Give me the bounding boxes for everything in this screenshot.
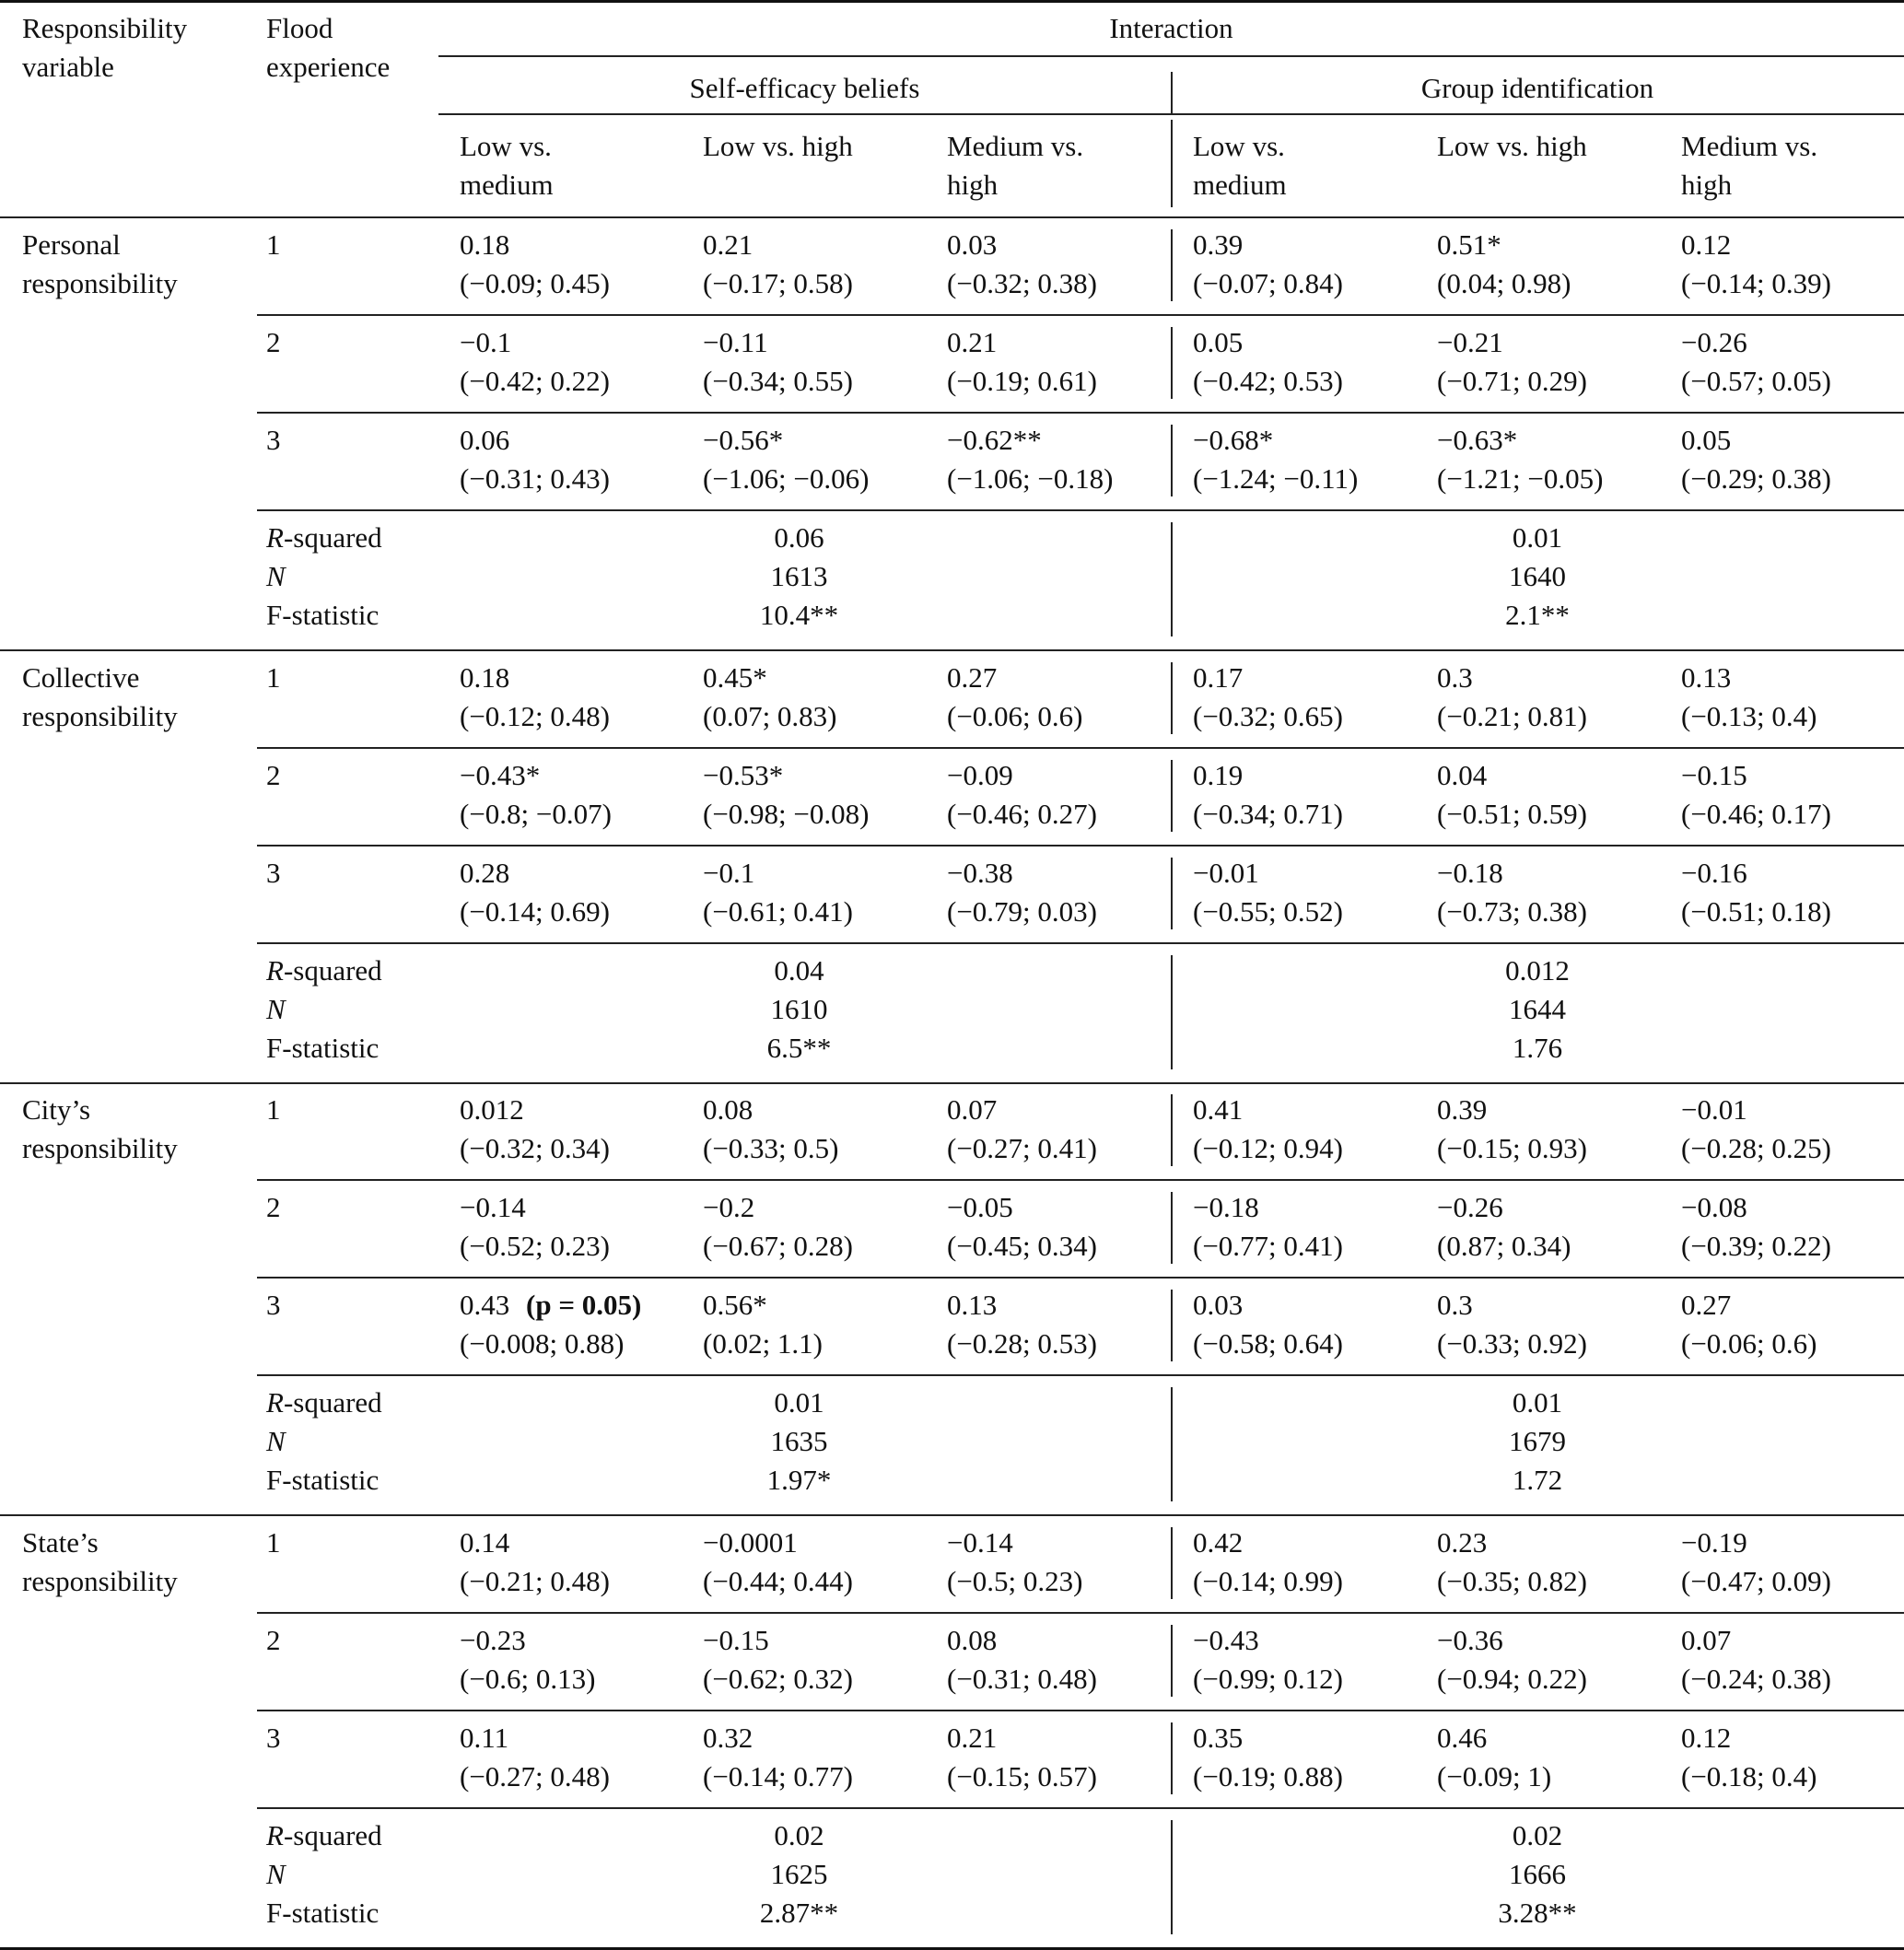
coefficient-cell: −0.36 (−0.94; 0.22): [1437, 1624, 1587, 1695]
coefficient-cell: −0.18 (−0.73; 0.38): [1437, 857, 1587, 928]
coefficient-cell: −0.16 (−0.51; 0.18): [1681, 857, 1831, 928]
coefficient-cell: −0.26 (0.87; 0.34): [1437, 1191, 1571, 1262]
coefficient-cell: 0.3 (−0.33; 0.92): [1437, 1289, 1587, 1360]
header-medium-vs-high-gi: Medium vs. high: [1681, 130, 1818, 201]
section-label: Personal responsibility: [22, 228, 178, 299]
coefficient-cell: 0.46 (−0.09; 1): [1437, 1722, 1552, 1792]
section-label: City’s responsibility: [22, 1093, 178, 1164]
coefficient-cell: −0.15 (−0.46; 0.17): [1681, 759, 1831, 830]
coefficient-cell: 0.45* (0.07; 0.83): [703, 661, 837, 732]
coefficient-cell: 0.42 (−0.14; 0.99): [1193, 1526, 1343, 1597]
coefficient-cell: 0.08 (−0.33; 0.5): [703, 1093, 839, 1164]
f-statistic-label: F-statistic: [266, 599, 380, 631]
flood-experience-value: 1: [266, 1093, 281, 1126]
coefficient-cell: −0.18 (−0.77; 0.41): [1193, 1191, 1343, 1262]
flood-experience-value: 2: [266, 1624, 281, 1656]
coefficient-cell: −0.43 (−0.99; 0.12): [1193, 1624, 1343, 1695]
row-rule: [257, 1179, 1904, 1181]
coefficient-cell: 0.56* (0.02; 1.1): [703, 1289, 824, 1360]
interaction-rule: [438, 55, 1904, 57]
row-rule: [257, 1612, 1904, 1614]
coefficient-cell: 0.32 (−0.14; 0.77): [703, 1722, 853, 1792]
r-squared-label-r: R: [266, 1386, 284, 1419]
coefficient-cell: −0.1 (−0.61; 0.41): [703, 857, 853, 928]
coefficient-cell: 0.12 (−0.18; 0.4): [1681, 1722, 1817, 1792]
coefficient-cell: 0.03 (−0.32; 0.38): [947, 228, 1097, 299]
coefficient-cell: 0.13 (−0.13; 0.4): [1681, 661, 1817, 732]
stat-labels: [266, 1816, 382, 1932]
stats-group-identification: 0.012 1644 1.76: [1505, 954, 1570, 1064]
coefficient-cell: 0.04 (−0.51; 0.59): [1437, 759, 1587, 830]
column-divider: [1171, 662, 1173, 734]
header-low-vs-high-gi: Low vs. high: [1437, 130, 1587, 162]
coefficient-cell: −0.15 (−0.62; 0.32): [703, 1624, 853, 1695]
coefficient-cell: 0.51* (0.04; 0.98): [1437, 228, 1571, 299]
header-responsibility-variable: Responsibility variable: [22, 12, 188, 83]
coefficient-cell: 0.012 (−0.32; 0.34): [460, 1093, 610, 1164]
r-squared-label: -squared: [283, 954, 382, 987]
flood-experience-value: 2: [266, 1191, 281, 1223]
coefficient-cell: −0.63* (−1.21; −0.05): [1437, 424, 1604, 495]
column-divider: [1171, 1290, 1173, 1361]
coefficient-cell: −0.11 (−0.34; 0.55): [703, 326, 853, 397]
column-divider: [1171, 229, 1173, 301]
column-divider: [1171, 425, 1173, 496]
coefficient-cell: 0.05 (−0.29; 0.38): [1681, 424, 1831, 495]
column-divider: [1171, 760, 1173, 832]
n-label: N: [266, 993, 286, 1025]
subgroup-rule: [438, 113, 1904, 115]
n-label: N: [266, 560, 286, 592]
row-rule: [257, 1710, 1904, 1711]
coefficient-cell: 0.05 (−0.42; 0.53): [1193, 326, 1343, 397]
flood-experience-value: 1: [266, 228, 281, 261]
coefficient-cell: 0.27 (−0.06; 0.6): [947, 661, 1083, 732]
n-label: N: [266, 1858, 286, 1890]
header-bottom-rule: [0, 216, 1904, 218]
section-bottom-rule: [0, 1082, 1904, 1084]
coefficient-cell: 0.3 (−0.21; 0.81): [1437, 661, 1587, 732]
coefficient-cell: 0.21 (−0.17; 0.58): [703, 228, 853, 299]
coefficient-cell: −0.0001 (−0.44; 0.44): [703, 1526, 853, 1597]
header-self-efficacy: Self-efficacy beliefs: [689, 72, 920, 104]
f-statistic-label: F-statistic: [266, 1464, 380, 1496]
header-flood-experience: Flood experience: [266, 12, 391, 83]
coefficient-cell: 0.11 (−0.27; 0.48): [460, 1722, 610, 1792]
flood-experience-value: 2: [266, 326, 281, 358]
coefficient-cell: −0.21 (−0.71; 0.29): [1437, 326, 1587, 397]
coefficient-cell: −0.08 (−0.39; 0.22): [1681, 1191, 1831, 1262]
coefficient-cell: 0.21 (−0.19; 0.61): [947, 326, 1097, 397]
header-low-vs-medium-se: Low vs. medium: [460, 130, 554, 201]
row-rule: [257, 747, 1904, 749]
coefficient-cell: 0.03 (−0.58; 0.64): [1193, 1289, 1343, 1360]
stat-labels: [266, 519, 382, 635]
coefficient-cell: 0.41 (−0.12; 0.94): [1193, 1093, 1343, 1164]
stats-group-identification: 0.01 1640 2.1**: [1505, 521, 1570, 631]
r-squared-label-r: R: [266, 954, 284, 987]
coefficient-cell: −0.01 (−0.55; 0.52): [1193, 857, 1343, 928]
stats-self-efficacy: 0.01 1635 1.97*: [766, 1386, 832, 1496]
stat-labels: [266, 952, 382, 1068]
stats-self-efficacy: 0.02 1625 2.87**: [759, 1819, 839, 1929]
coefficient-cell: −0.68* (−1.24; −0.11): [1193, 424, 1359, 495]
coefficient-cell: 0.23 (−0.35; 0.82): [1437, 1526, 1587, 1597]
column-divider: [1171, 1527, 1173, 1599]
header-divider-top: [1171, 72, 1173, 113]
coefficient-cell: 0.07 (−0.27; 0.41): [947, 1093, 1097, 1164]
coefficient-cell: 0.28 (−0.14; 0.69): [460, 857, 610, 928]
f-statistic-label: F-statistic: [266, 1897, 380, 1929]
stats-rule: [257, 1807, 1904, 1809]
stat-labels: [266, 1384, 382, 1500]
f-statistic-label: F-statistic: [266, 1032, 380, 1064]
coefficient-cell: −0.56* (−1.06; −0.06): [703, 424, 870, 495]
stats-group-identification: 0.02 1666 3.28**: [1498, 1819, 1577, 1929]
top-rule: [0, 0, 1904, 3]
flood-experience-value: 1: [266, 1526, 281, 1559]
coefficient-cell: 0.18 (−0.09; 0.45): [460, 228, 610, 299]
coefficient-cell: 0.13 (−0.28; 0.53): [947, 1289, 1097, 1360]
section-label: Collective responsibility: [22, 661, 178, 732]
coefficient-cell: −0.1 (−0.42; 0.22): [460, 326, 610, 397]
coefficient-cell: −0.09 (−0.46; 0.27): [947, 759, 1097, 830]
header-interaction: Interaction: [1109, 12, 1233, 44]
coefficient-cell: 0.19 (−0.34; 0.71): [1193, 759, 1343, 830]
coefficient-cell: 0.06 (−0.31; 0.43): [460, 424, 610, 495]
coefficient-cell: −0.23 (−0.6; 0.13): [460, 1624, 596, 1695]
column-divider: [1171, 1722, 1173, 1794]
column-divider: [1171, 1625, 1173, 1697]
coefficient-cell: −0.26 (−0.57; 0.05): [1681, 326, 1831, 397]
stats-group-identification: 0.01 1679 1.72: [1509, 1386, 1566, 1496]
coefficient-cell: −0.62** (−1.06; −0.18): [947, 424, 1114, 495]
stats-rule: [257, 942, 1904, 944]
coefficient-cell: −0.14 (−0.5; 0.23): [947, 1526, 1083, 1597]
header-medium-vs-high-se: Medium vs. high: [947, 130, 1084, 201]
coefficient-cell: −0.14 (−0.52; 0.23): [460, 1191, 610, 1262]
row-rule: [257, 845, 1904, 847]
section-bottom-rule: [0, 1514, 1904, 1516]
flood-experience-value: 1: [266, 661, 281, 694]
row-rule: [257, 314, 1904, 316]
coefficient-cell: −0.53* (−0.98; −0.08): [703, 759, 870, 830]
column-divider: [1171, 1094, 1173, 1166]
flood-experience-value: 3: [266, 1722, 281, 1754]
coefficient-cell: 0.27 (−0.06; 0.6): [1681, 1289, 1817, 1360]
coefficient-cell: 0.08 (−0.31; 0.48): [947, 1624, 1097, 1695]
coefficient-cell: 0.21 (−0.15; 0.57): [947, 1722, 1097, 1792]
flood-experience-value: 3: [266, 857, 281, 889]
stats-rule: [257, 509, 1904, 511]
header-low-vs-medium-gi: Low vs. medium: [1193, 130, 1287, 201]
flood-experience-value: 3: [266, 424, 281, 456]
coefficient-cell: −0.43* (−0.8; −0.07): [460, 759, 612, 830]
header-group-identification: Group identification: [1420, 72, 1654, 104]
column-divider: [1171, 327, 1173, 399]
column-divider: [1171, 1192, 1173, 1264]
row-rule: [257, 412, 1904, 414]
coefficient-cell: 0.35 (−0.19; 0.88): [1193, 1722, 1343, 1792]
coefficient-cell: 0.43 (−0.008; 0.88): [460, 1289, 625, 1360]
header-low-vs-high-se: Low vs. high: [703, 130, 853, 162]
flood-experience-value: 2: [266, 759, 281, 791]
r-squared-label-r: R: [266, 521, 284, 554]
stats-rule: [257, 1374, 1904, 1376]
coefficient-cell: −0.2 (−0.67; 0.28): [703, 1191, 853, 1262]
flood-experience-value: 3: [266, 1289, 281, 1321]
stats-self-efficacy: 0.06 1613 10.4**: [759, 521, 839, 631]
coefficient-cell: 0.39 (−0.15; 0.93): [1437, 1093, 1587, 1164]
coefficient-cell: 0.17 (−0.32; 0.65): [1193, 661, 1343, 732]
coefficient-cell: −0.38 (−0.79; 0.03): [947, 857, 1097, 928]
coefficient-cell: −0.05 (−0.45; 0.34): [947, 1191, 1097, 1262]
column-divider: [1171, 858, 1173, 929]
p-value-note: (p = 0.05): [526, 1289, 642, 1321]
coefficient-cell: 0.39 (−0.07; 0.84): [1193, 228, 1343, 299]
r-squared-label-r: R: [266, 1819, 284, 1851]
section-label: State’s responsibility: [22, 1526, 178, 1597]
n-label: N: [266, 1425, 286, 1457]
header-divider-bottom: [1171, 120, 1173, 207]
coefficient-cell: 0.07 (−0.24; 0.38): [1681, 1624, 1831, 1695]
coefficient-cell: −0.19 (−0.47; 0.09): [1681, 1526, 1831, 1597]
coefficient-cell: 0.12 (−0.14; 0.39): [1681, 228, 1831, 299]
row-rule: [257, 1277, 1904, 1279]
coefficient-cell: 0.14 (−0.21; 0.48): [460, 1526, 610, 1597]
coefficient-cell: −0.01 (−0.28; 0.25): [1681, 1093, 1831, 1164]
r-squared-label: -squared: [283, 1819, 382, 1851]
stats-self-efficacy: 0.04 1610 6.5**: [766, 954, 832, 1064]
section-bottom-rule: [0, 649, 1904, 651]
r-squared-label: -squared: [283, 1386, 382, 1419]
coefficient-cell: 0.18 (−0.12; 0.48): [460, 661, 610, 732]
r-squared-label: -squared: [283, 521, 382, 554]
